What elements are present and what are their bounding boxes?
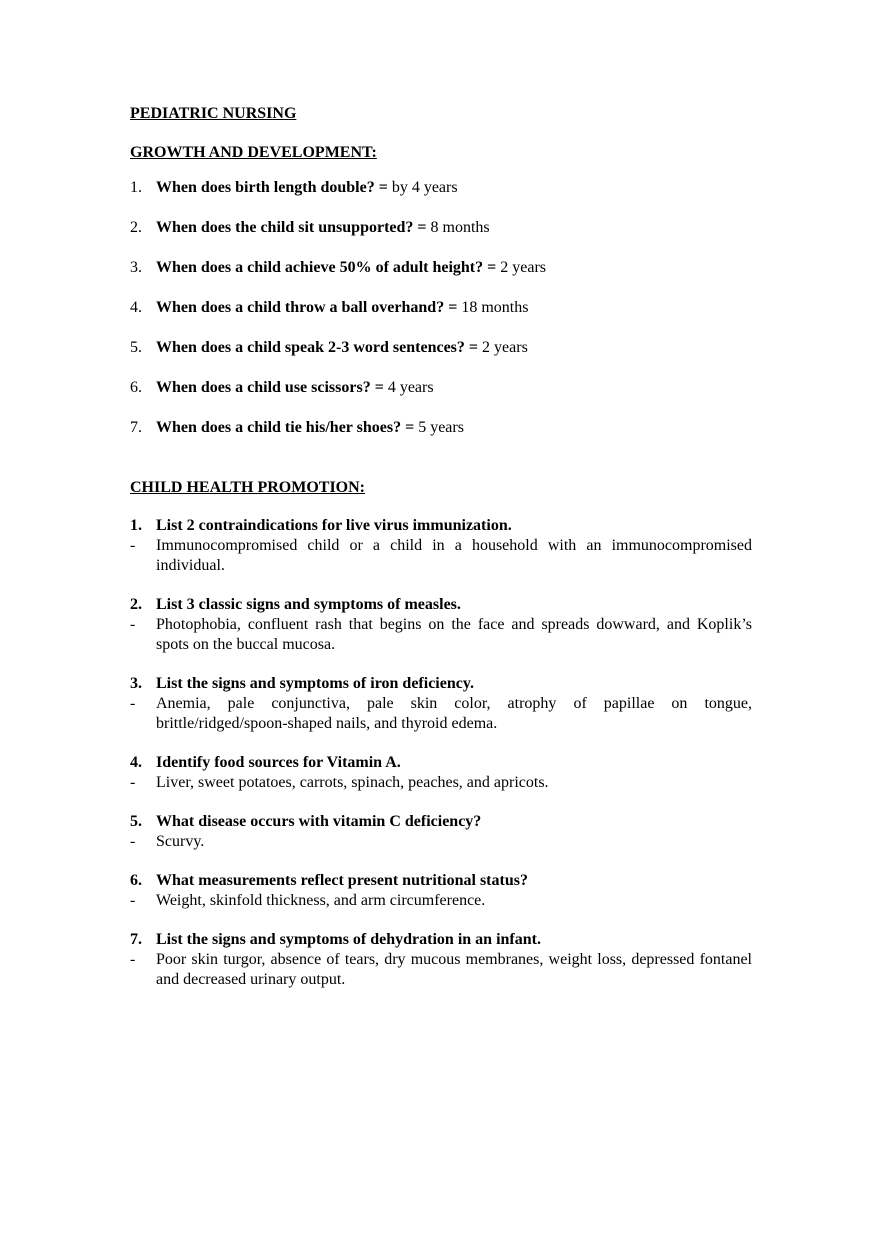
bullet-dash: - — [130, 616, 136, 633]
health-item-2 — [130, 595, 752, 655]
question: When does a child tie his/her shoes? = — [156, 419, 415, 436]
bullet-dash: - — [130, 774, 136, 791]
growth-item-4 — [130, 298, 752, 318]
answer: 18 months — [457, 299, 529, 316]
growth-item-7 — [130, 418, 752, 438]
child-health-promotion-heading: CHILD HEALTH PROMOTION: — [130, 479, 365, 496]
question: When does a child throw a ball overhand? = — [156, 299, 458, 316]
question: When does a child use scissors? = — [156, 379, 384, 396]
bullet-dash: - — [130, 951, 136, 968]
item-number: 6. — [130, 872, 142, 889]
growth-item-1 — [130, 178, 752, 198]
question: When does a child achieve 50% of adult height? = — [156, 259, 497, 276]
growth-development-heading: GROWTH AND DEVELOPMENT: — [130, 144, 377, 161]
health-item-7 — [130, 930, 752, 990]
item-number: 3. — [130, 259, 142, 276]
bullet-dash: - — [130, 695, 136, 712]
growth-item-2 — [130, 218, 752, 238]
health-item-4 — [130, 753, 752, 793]
answer: 2 years — [496, 259, 547, 276]
answer: Photophobia, confluent rash that begins on the face and spreads dowward, and Koplik’s spots on the buccal mucosa. — [156, 616, 752, 653]
document-title: PEDIATRIC NURSING — [130, 105, 297, 122]
document-page — [130, 104, 752, 1009]
answer: Immunocompromised child or a child in a household with an immunocompromised individual. — [156, 537, 752, 574]
growth-item-3 — [130, 258, 752, 278]
question: List 3 classic signs and symptoms of measles. — [156, 596, 461, 613]
growth-item-6 — [130, 378, 752, 398]
answer: 2 years — [478, 339, 528, 356]
answer: Anemia, pale conjunctiva, pale skin color, atrophy of papillae on tongue, brittle/ridged/spoon-shaped nails, and thyroid edema. — [156, 695, 752, 732]
item-number: 2. — [130, 219, 142, 236]
child-health-promotion-list — [130, 516, 752, 990]
health-item-3 — [130, 674, 752, 734]
item-number: 1. — [130, 179, 142, 196]
item-number: 5. — [130, 339, 142, 356]
item-number: 7. — [130, 419, 142, 436]
item-number: 4. — [130, 299, 142, 316]
question: When does birth length double? = — [156, 179, 388, 196]
item-number: 5. — [130, 813, 142, 830]
item-number: 4. — [130, 754, 142, 771]
question: List 2 contraindications for live virus immunization. — [156, 517, 512, 534]
question: When does the child sit unsupported? = — [156, 219, 427, 236]
item-number: 3. — [130, 675, 142, 692]
item-number: 7. — [130, 931, 142, 948]
health-item-1 — [130, 516, 752, 576]
answer: 8 months — [426, 219, 490, 236]
answer: Liver, sweet potatoes, carrots, spinach, peaches, and apricots. — [156, 774, 549, 791]
answer: by 4 years — [387, 179, 458, 196]
health-item-5 — [130, 812, 752, 852]
answer: Scurvy. — [156, 833, 205, 850]
answer: 4 years — [383, 379, 434, 396]
bullet-dash: - — [130, 537, 136, 554]
question: When does a child speak 2-3 word sentences? = — [156, 339, 479, 356]
answer: Poor skin turgor, absence of tears, dry mucous membranes, weight loss, depressed fontanel and decreased urinary output. — [156, 951, 752, 988]
bullet-dash: - — [130, 833, 136, 850]
question: What measurements reflect present nutritional status? — [156, 872, 528, 889]
question: What disease occurs with vitamin C deficiency? — [156, 813, 482, 830]
item-number: 1. — [130, 517, 142, 534]
growth-item-5 — [130, 338, 752, 358]
answer: 5 years — [414, 419, 464, 436]
answer: Weight, skinfold thickness, and arm circumference. — [156, 892, 486, 909]
growth-development-list — [130, 178, 752, 438]
question: Identify food sources for Vitamin A. — [156, 754, 401, 771]
health-item-6 — [130, 871, 752, 911]
question: List the signs and symptoms of dehydration in an infant. — [156, 931, 541, 948]
item-number: 6. — [130, 379, 142, 396]
item-number: 2. — [130, 596, 142, 613]
question: List the signs and symptoms of iron deficiency. — [156, 675, 474, 692]
bullet-dash: - — [130, 892, 136, 909]
